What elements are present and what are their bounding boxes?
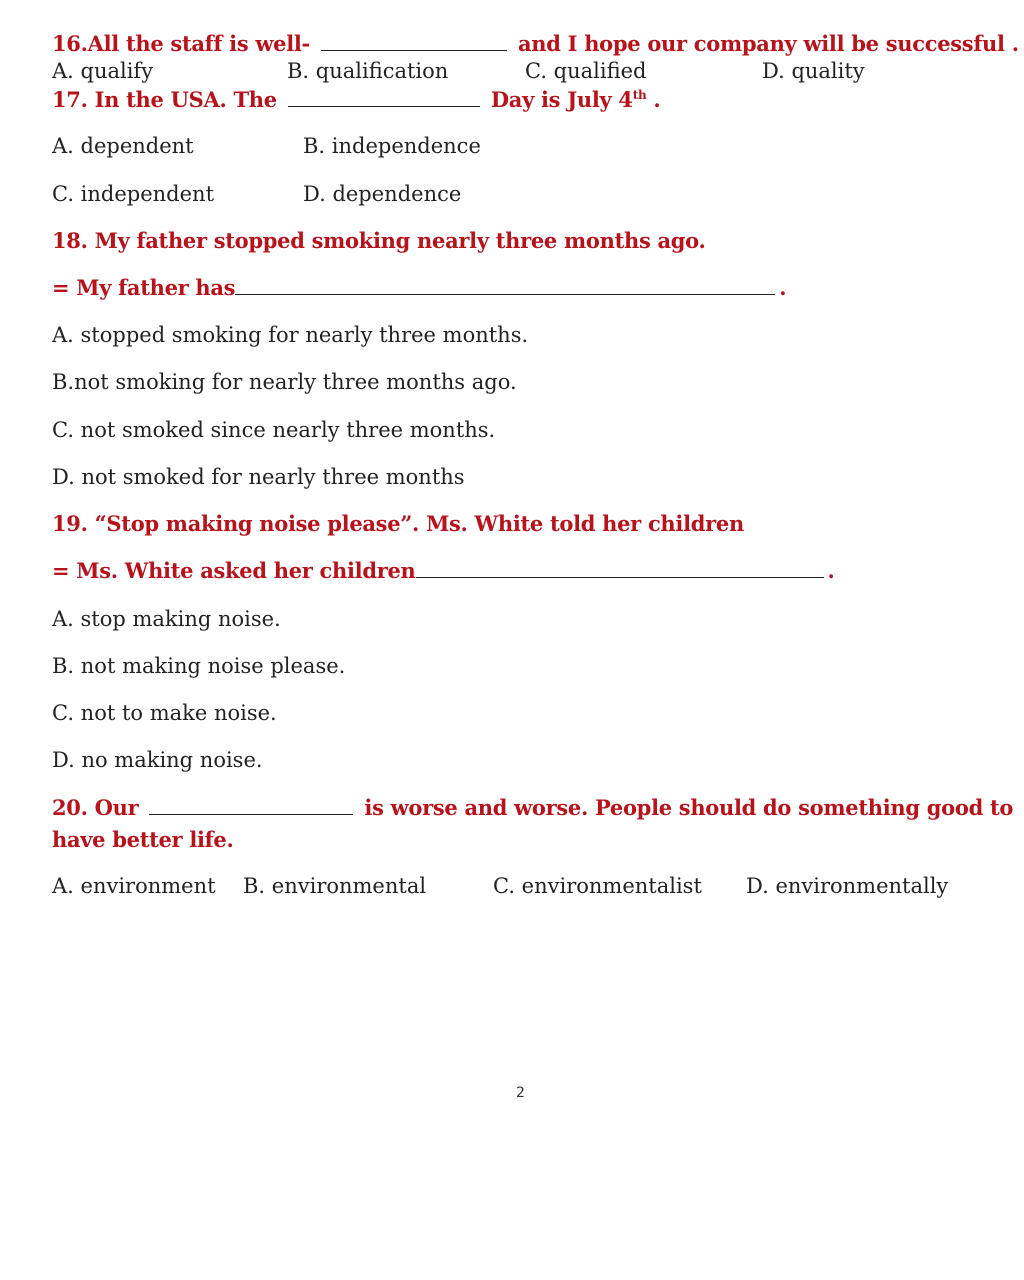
question-18-option-d: D. not smoked for nearly three months bbox=[52, 465, 465, 489]
question-20-option-d: D. environmentally bbox=[746, 874, 949, 898]
question-16-stem-start: 16.All the staff is well- bbox=[52, 31, 310, 56]
question-17-stem-end: Day is July 4 bbox=[490, 87, 633, 112]
question-18-option-a: A. stopped smoking for nearly three months. bbox=[52, 323, 529, 347]
page-number: 2 bbox=[516, 1085, 525, 1101]
question-16-option-c: C. qualified bbox=[525, 59, 647, 83]
question-20-option-c: C. environmentalist bbox=[493, 874, 702, 898]
question-17-option-a: A. dependent bbox=[52, 134, 194, 158]
question-17-stem-start: 17. In the USA. The bbox=[52, 87, 277, 112]
question-17-period: . bbox=[653, 87, 661, 112]
question-17-option-b: B. independence bbox=[303, 134, 481, 158]
question-17-option-c: C. independent bbox=[52, 182, 215, 206]
question-19-blank bbox=[416, 557, 824, 578]
question-19-rewrite-end: . bbox=[827, 558, 835, 583]
question-16-stem-end: and I hope our company will be successful . bbox=[518, 31, 1019, 56]
question-18-rewrite-end: . bbox=[779, 275, 787, 300]
question-19-option-d: D. no making noise. bbox=[52, 748, 263, 772]
question-19-stem: 19. “Stop making noise please”. Ms. White told her children bbox=[52, 511, 744, 536]
question-20-stem-line-2: have better life. bbox=[52, 827, 234, 852]
question-16-blank bbox=[321, 30, 507, 51]
question-18-rewrite bbox=[52, 274, 786, 302]
question-19-rewrite-start: = Ms. White asked her children bbox=[52, 558, 416, 583]
question-17-option-d: D. dependence bbox=[303, 182, 462, 206]
question-19-option-c: C. not to make noise. bbox=[52, 701, 277, 725]
question-20-stem-end: is worse and worse. People should do something good to bbox=[364, 795, 1014, 820]
question-18-option-c: C. not smoked since nearly three months. bbox=[52, 418, 496, 442]
question-18-option-b: B.not smoking for nearly three months ago. bbox=[52, 370, 517, 394]
question-16 bbox=[52, 30, 1019, 58]
question-20-option-b: B. environmental bbox=[243, 874, 427, 898]
question-17-blank bbox=[288, 86, 480, 107]
question-17-superscript: th bbox=[632, 88, 647, 102]
question-18-rewrite-start: = My father has bbox=[52, 275, 236, 300]
question-19-option-b: B. not making noise please. bbox=[52, 654, 346, 678]
question-16-option-a: A. qualify bbox=[52, 59, 154, 83]
question-16-option-b: B. qualification bbox=[287, 59, 449, 83]
question-19-option-a: A. stop making noise. bbox=[52, 607, 281, 631]
question-20-blank bbox=[149, 794, 353, 815]
question-17 bbox=[52, 86, 660, 114]
question-20-stem-start: 20. Our bbox=[52, 795, 139, 820]
question-18-blank bbox=[235, 274, 775, 295]
question-19-rewrite bbox=[52, 557, 835, 585]
question-16-option-d: D. quality bbox=[762, 59, 865, 83]
question-18-stem: 18. My father stopped smoking nearly three months ago. bbox=[52, 228, 706, 253]
question-20 bbox=[52, 794, 1013, 822]
question-20-option-a: A. environment bbox=[52, 874, 216, 898]
